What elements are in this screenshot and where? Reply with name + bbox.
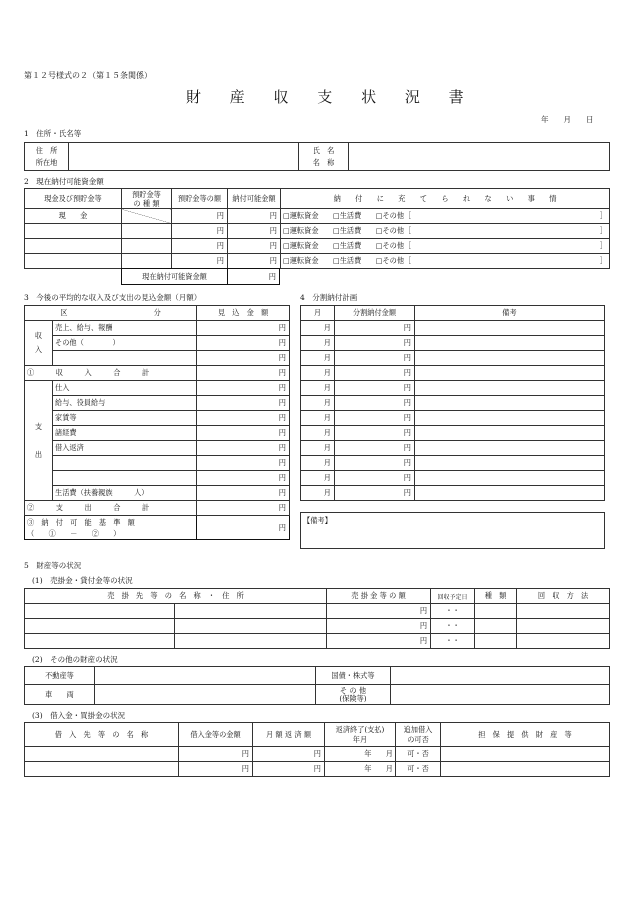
yen-unit: 円 bbox=[228, 224, 281, 239]
address-label: 住 所 所在地 bbox=[25, 143, 69, 171]
other-assets-table bbox=[24, 666, 610, 705]
plan-row bbox=[301, 321, 605, 336]
col-collection-method: 回 収 方 法 bbox=[517, 589, 610, 604]
plan-month-field[interactable]: 月 bbox=[301, 351, 335, 366]
repay-end-field[interactable]: 年 月 bbox=[325, 747, 396, 762]
plan-row bbox=[301, 366, 605, 381]
remarks-label: 【備考】 bbox=[303, 516, 332, 525]
plan-remarks-field[interactable] bbox=[415, 456, 605, 471]
cash-field[interactable] bbox=[25, 254, 122, 269]
plan-row bbox=[301, 441, 605, 456]
reason-cell[interactable] bbox=[281, 239, 610, 254]
receivable-amount-field[interactable]: 円 bbox=[327, 604, 431, 619]
plan-amount-field[interactable]: 円 bbox=[335, 441, 415, 456]
plan-remarks-field[interactable] bbox=[415, 411, 605, 426]
remarks-field[interactable] bbox=[301, 513, 605, 549]
payable-total-table bbox=[121, 268, 280, 285]
plan-month-field[interactable]: 月 bbox=[301, 396, 335, 411]
income-item: 売上、給与、報酬 bbox=[53, 321, 197, 336]
reason-cell[interactable] bbox=[281, 254, 610, 269]
payable-base-line1: ③ 納 付 可 能 基 準 額 bbox=[27, 517, 135, 527]
income-amount[interactable]: 円 bbox=[197, 321, 290, 336]
section4-heading: 4 分割納付計画 bbox=[300, 293, 358, 302]
expense-amount[interactable]: 円 bbox=[197, 396, 290, 411]
cash-field[interactable] bbox=[25, 224, 122, 239]
plan-month-field[interactable]: 月 bbox=[301, 381, 335, 396]
monthly-payment-field[interactable]: 円 bbox=[253, 762, 325, 777]
yen-unit: 円 bbox=[228, 239, 281, 254]
debtor-name-field[interactable] bbox=[25, 604, 175, 619]
deposit-type-field[interactable] bbox=[122, 239, 172, 254]
kind-field[interactable] bbox=[475, 619, 517, 634]
debtor-name-field[interactable] bbox=[25, 634, 175, 649]
sub3-heading: (3) 借入金・買掛金の状況 bbox=[32, 711, 126, 720]
checkbox-operating[interactable]: □運転資金 bbox=[283, 226, 319, 235]
plan-row bbox=[301, 351, 605, 366]
yen-unit: 円 bbox=[172, 254, 228, 269]
deposit-type-field[interactable] bbox=[122, 254, 172, 269]
plan-amount-field[interactable]: 円 bbox=[335, 486, 415, 501]
col-installment: 分割納付金額 bbox=[335, 306, 415, 321]
loan-amount-field[interactable]: 円 bbox=[179, 762, 253, 777]
diagonal-cell bbox=[122, 209, 172, 224]
expense-item: 借入返済 bbox=[53, 441, 197, 456]
expense-amount[interactable]: 円 bbox=[197, 456, 290, 471]
address-name-table bbox=[24, 142, 610, 171]
expense-item[interactable] bbox=[53, 456, 197, 471]
plan-remarks-field[interactable] bbox=[415, 351, 605, 366]
col-kind: 種 類 bbox=[475, 589, 517, 604]
income-amount[interactable]: 円 bbox=[197, 336, 290, 351]
payable-base-line2: （ ① － ② ） bbox=[27, 528, 121, 538]
expense-total-label: ② 支 出 合 計 bbox=[25, 501, 197, 516]
col-debtor: 売 掛 先 等 の 名 称 ・ 住 所 bbox=[25, 589, 327, 604]
name-label: 氏 名 名 称 bbox=[299, 143, 349, 171]
date-label: 年 月 日 bbox=[541, 115, 594, 124]
expense-item: 給与、役員給与 bbox=[53, 396, 197, 411]
payable-total-label: 現在納付可能資金額 bbox=[122, 269, 228, 285]
expense-amount[interactable]: 円 bbox=[197, 426, 290, 441]
lender-field[interactable] bbox=[25, 762, 179, 777]
plan-row bbox=[301, 336, 605, 351]
yen-unit: 円 bbox=[172, 239, 228, 254]
expense-item: 家賃等 bbox=[53, 411, 197, 426]
plan-amount-field[interactable]: 円 bbox=[335, 336, 415, 351]
expense-group-label: 支 出 bbox=[25, 381, 53, 501]
col-lender: 借 入 先 等 の 名 称 bbox=[25, 723, 179, 747]
income-amount[interactable]: 円 bbox=[197, 351, 290, 366]
reason-cell[interactable] bbox=[281, 224, 610, 239]
plan-amount-field[interactable]: 円 bbox=[335, 411, 415, 426]
sub1-heading: (1) 売掛金・貸付金等の状況 bbox=[32, 576, 133, 585]
plan-remarks-field[interactable] bbox=[415, 336, 605, 351]
bracket: ］ bbox=[599, 211, 607, 220]
plan-remarks-field[interactable] bbox=[415, 381, 605, 396]
plan-remarks-field[interactable] bbox=[415, 396, 605, 411]
funds-row bbox=[25, 209, 610, 224]
bracket: ］ bbox=[599, 226, 607, 235]
receivable-amount-field[interactable]: 円 bbox=[327, 634, 431, 649]
col-collection-date: 回収予定日 bbox=[431, 589, 475, 604]
col-deposit-amount: 預貯金等の額 bbox=[172, 189, 228, 209]
income-item: その他（ ） bbox=[53, 336, 197, 351]
borrowings-table bbox=[24, 722, 610, 777]
receivables-table bbox=[24, 588, 610, 649]
method-field[interactable] bbox=[517, 634, 610, 649]
cash-label: 現 金 bbox=[25, 209, 122, 224]
plan-row bbox=[301, 426, 605, 441]
plan-amount-field[interactable]: 円 bbox=[335, 366, 415, 381]
income-total-amount[interactable]: 円 bbox=[197, 366, 290, 381]
payable-base-label bbox=[25, 516, 197, 540]
expense-item[interactable] bbox=[53, 471, 197, 486]
income-group-label: 収 入 bbox=[25, 321, 53, 366]
method-field[interactable] bbox=[517, 619, 610, 634]
payable-base-amount[interactable]: 円 bbox=[197, 516, 290, 540]
kind-field[interactable] bbox=[475, 634, 517, 649]
plan-row bbox=[301, 381, 605, 396]
bonds-label: 国債・株式等 bbox=[316, 667, 391, 685]
expense-item: 諸経費 bbox=[53, 426, 197, 441]
additional-field[interactable]: 可・否 bbox=[396, 747, 441, 762]
plan-row bbox=[301, 411, 605, 426]
yen-unit: 円 bbox=[172, 224, 228, 239]
col-month: 月 bbox=[301, 306, 335, 321]
form-number: 第１２号様式の２（第１５条関係） bbox=[24, 71, 152, 80]
expense-amount[interactable]: 円 bbox=[197, 411, 290, 426]
expense-item: 生活費（扶養親族 人） bbox=[53, 486, 197, 501]
plan-month-field[interactable]: 月 bbox=[301, 411, 335, 426]
collateral-field[interactable] bbox=[441, 747, 610, 762]
checkbox-living[interactable]: □生活費 bbox=[332, 241, 362, 250]
plan-row bbox=[301, 456, 605, 471]
reason-cell[interactable] bbox=[281, 209, 610, 224]
income-item[interactable] bbox=[53, 351, 197, 366]
plan-amount-field[interactable]: 円 bbox=[335, 396, 415, 411]
col-remarks: 備考 bbox=[415, 306, 605, 321]
collection-date-field[interactable]: ・・ bbox=[431, 634, 475, 649]
plan-remarks-field[interactable] bbox=[415, 366, 605, 381]
plan-amount-field[interactable]: 円 bbox=[335, 456, 415, 471]
yen-unit: 円 bbox=[172, 209, 228, 224]
additional-field[interactable]: 可・否 bbox=[396, 762, 441, 777]
method-field[interactable] bbox=[517, 604, 610, 619]
plan-amount-field[interactable]: 円 bbox=[335, 426, 415, 441]
funds-row bbox=[25, 254, 610, 269]
receivable-row bbox=[25, 634, 610, 649]
col-cash: 現金及び預貯金等 bbox=[25, 189, 122, 209]
receivable-row bbox=[25, 604, 610, 619]
expense-amount[interactable]: 円 bbox=[197, 441, 290, 456]
debtor-address-field[interactable] bbox=[175, 604, 327, 619]
col-amount: 見 込 金 額 bbox=[197, 306, 290, 321]
monthly-payment-field[interactable]: 円 bbox=[253, 747, 325, 762]
col-loan-amount: 借入金等の金額 bbox=[179, 723, 253, 747]
funds-row bbox=[25, 224, 610, 239]
income-expense-table bbox=[24, 305, 290, 540]
plan-row bbox=[301, 471, 605, 486]
checkbox-other[interactable]: □その他［ bbox=[375, 241, 412, 250]
checkbox-other[interactable]: □その他［ bbox=[375, 226, 412, 235]
plan-month-field[interactable]: 月 bbox=[301, 426, 335, 441]
plan-remarks-field[interactable] bbox=[415, 471, 605, 486]
yen-unit: 円 bbox=[228, 254, 281, 269]
plan-month-field[interactable]: 月 bbox=[301, 486, 335, 501]
col-monthly-payment: 月 額 返 済 額 bbox=[253, 723, 325, 747]
debtor-address-field[interactable] bbox=[175, 619, 327, 634]
sub2-heading: (2) その他の財産の状況 bbox=[32, 655, 118, 664]
collateral-field[interactable] bbox=[441, 762, 610, 777]
expense-amount[interactable]: 円 bbox=[197, 381, 290, 396]
plan-remarks-field[interactable] bbox=[415, 321, 605, 336]
plan-row bbox=[301, 486, 605, 501]
name-field[interactable] bbox=[349, 143, 610, 171]
payable-total-field[interactable]: 円 bbox=[228, 269, 280, 285]
section3-heading: 3 今後の平均的な収入及び支出の見込金額（月額） bbox=[24, 293, 202, 302]
remarks-box bbox=[300, 512, 605, 549]
repay-end-field[interactable]: 年 月 bbox=[325, 762, 396, 777]
plan-amount-field[interactable]: 円 bbox=[335, 351, 415, 366]
plan-amount-field[interactable]: 円 bbox=[335, 471, 415, 486]
realestate-label: 不動産等 bbox=[25, 667, 95, 685]
lender-field[interactable] bbox=[25, 747, 179, 762]
col-kubun: 区 分 bbox=[25, 306, 197, 321]
col-payable: 納付可能金額 bbox=[228, 189, 281, 209]
deposit-type-field[interactable] bbox=[122, 224, 172, 239]
income-total-label: ① 収 入 合 計 bbox=[25, 366, 197, 381]
col-additional: 追加借入 の可否 bbox=[396, 723, 441, 747]
checkbox-other[interactable]: □その他［ bbox=[375, 211, 412, 220]
col-collateral: 担 保 提 供 財 産 等 bbox=[441, 723, 610, 747]
bracket: ］ bbox=[599, 241, 607, 250]
collection-date-field[interactable]: ・・ bbox=[431, 619, 475, 634]
borrowing-row bbox=[25, 762, 610, 777]
checkbox-living[interactable]: □生活費 bbox=[332, 226, 362, 235]
section5-heading: 5 財産等の状況 bbox=[24, 561, 82, 570]
col-reason: 納 付 に 充 て ら れ な い 事 情 bbox=[281, 189, 610, 209]
yen-unit: 円 bbox=[228, 209, 281, 224]
plan-month-field[interactable]: 月 bbox=[301, 441, 335, 456]
checkbox-living[interactable]: □生活費 bbox=[332, 256, 362, 265]
funds-table bbox=[24, 188, 610, 269]
expense-amount[interactable]: 円 bbox=[197, 486, 290, 501]
borrowing-row bbox=[25, 747, 610, 762]
bracket: ］ bbox=[599, 256, 607, 265]
vehicle-field[interactable] bbox=[95, 685, 316, 705]
plan-month-field[interactable]: 月 bbox=[301, 336, 335, 351]
receivable-row bbox=[25, 619, 610, 634]
vehicle-label: 車 両 bbox=[25, 685, 95, 705]
plan-remarks-field[interactable] bbox=[415, 426, 605, 441]
plan-remarks-field[interactable] bbox=[415, 486, 605, 501]
col-receivable-amount: 売 掛 金 等 の 額 bbox=[327, 589, 431, 604]
plan-amount-field[interactable]: 円 bbox=[335, 321, 415, 336]
section1-heading: 1 住所・氏名等 bbox=[24, 129, 82, 138]
installment-plan-table bbox=[300, 305, 605, 501]
plan-row bbox=[301, 396, 605, 411]
page-title: 財 産 収 支 状 況 書 bbox=[186, 88, 476, 106]
kind-field[interactable] bbox=[475, 604, 517, 619]
checkbox-living[interactable]: □生活費 bbox=[332, 211, 362, 220]
plan-month-field[interactable]: 月 bbox=[301, 471, 335, 486]
checkbox-operating[interactable]: □運転資金 bbox=[283, 211, 319, 220]
checkbox-operating[interactable]: □運転資金 bbox=[283, 256, 319, 265]
collection-date-field[interactable]: ・・ bbox=[431, 604, 475, 619]
checkbox-other[interactable]: □その他［ bbox=[375, 256, 412, 265]
plan-month-field[interactable]: 月 bbox=[301, 366, 335, 381]
plan-amount-field[interactable]: 円 bbox=[335, 381, 415, 396]
debtor-address-field[interactable] bbox=[175, 634, 327, 649]
col-repay-end: 返済終了(支払) 年月 bbox=[325, 723, 396, 747]
debtor-name-field[interactable] bbox=[25, 619, 175, 634]
funds-row bbox=[25, 239, 610, 254]
other-label: そ の 他 (保険等) bbox=[316, 685, 391, 705]
plan-month-field[interactable]: 月 bbox=[301, 456, 335, 471]
section2-heading: 2 現在納付可能資金額 bbox=[24, 177, 104, 186]
realestate-field[interactable] bbox=[95, 667, 316, 685]
col-deposit-type: 預貯金等 の 種 類 bbox=[122, 189, 172, 209]
loan-amount-field[interactable]: 円 bbox=[179, 747, 253, 762]
receivable-amount-field[interactable]: 円 bbox=[327, 619, 431, 634]
plan-month-field[interactable]: 月 bbox=[301, 321, 335, 336]
checkbox-operating[interactable]: □運転資金 bbox=[283, 241, 319, 250]
plan-remarks-field[interactable] bbox=[415, 441, 605, 456]
cash-field[interactable] bbox=[25, 239, 122, 254]
bonds-field[interactable] bbox=[391, 667, 610, 685]
expense-total-amount[interactable]: 円 bbox=[197, 501, 290, 516]
expense-amount[interactable]: 円 bbox=[197, 471, 290, 486]
address-field[interactable] bbox=[69, 143, 299, 171]
other-field[interactable] bbox=[391, 685, 610, 705]
expense-item: 仕入 bbox=[53, 381, 197, 396]
